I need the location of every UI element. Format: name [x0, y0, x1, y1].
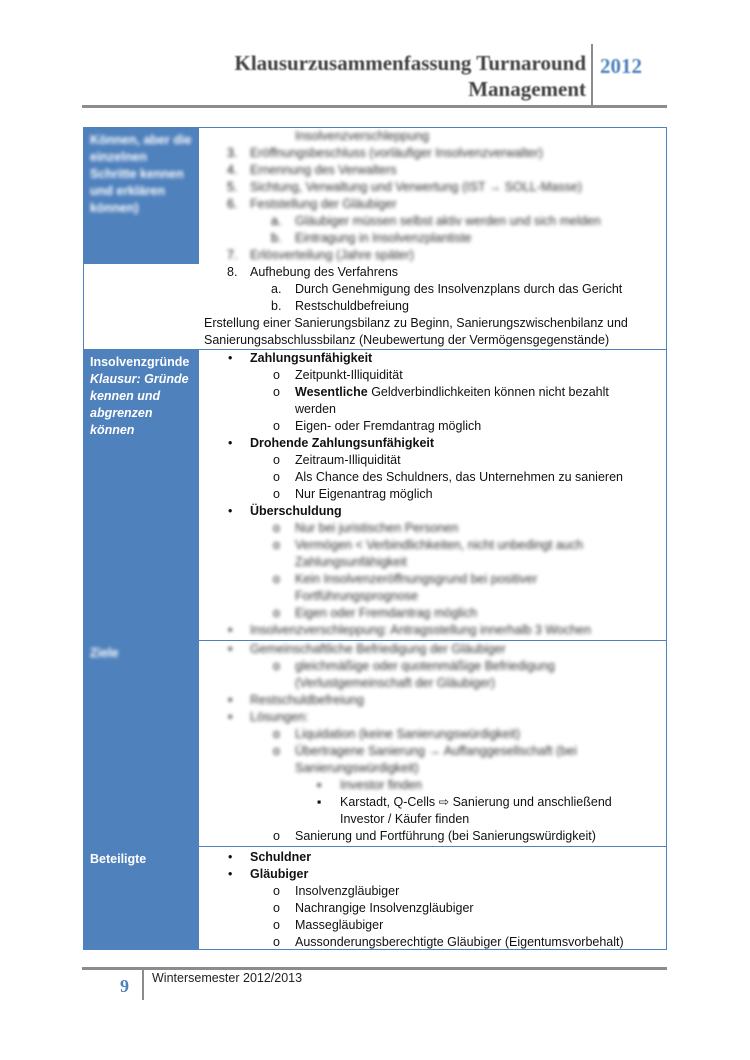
list-item: Feststellung der Gläubiger [250, 197, 397, 211]
page-number: 9 [120, 976, 129, 996]
paragraph-line: Sanierungsabschlussbilanz (Neubewertung der Vermögensgegenstände) [204, 333, 610, 347]
list-item: Aussonderungsberechtigte Gläubiger (Eigentumsvorbehalt) [295, 935, 624, 949]
list-item-continued: Zahlungsunfähigkeit [295, 555, 407, 569]
footer-divider [142, 967, 144, 1000]
row-content-ziele: • Gemeinschaftliche Befriedigung der Gläubiger o gleichmäßige oder quotenmäßige Befriedigung (Verlustgemeinschaft der Gläubiger) • Restschuldbefreiung • Lösungen: o Liquidation (keine Sanierungswürdigkeit) o Übertragene Sanierung → Auffanggesellschaft (bei Sanierungswürdigkeit) ▪ Investor finden ▪ Karstadt, Q-Cells ⇨ Sanierung und anschließend Investor / Käufer finden o Sanierung und Fortführung (bei Sanierungswürdigkeit) [228, 642, 612, 843]
list-item: Gläubiger müssen selbst aktiv werden und sich melden [295, 214, 601, 228]
list-item: Durch Genehmigung des Insolvenzplans durch das Gericht [295, 282, 623, 296]
list-item: Lösungen: [250, 710, 309, 724]
header-year: 2012 [600, 54, 642, 78]
list-item: Übertragene Sanierung → Auffanggesellschaft (bei [295, 744, 577, 758]
list-item: Kein Insolvenzeröffnungsgrund bei positiver [295, 572, 538, 586]
table-row [84, 847, 666, 949]
summary-table [83, 127, 667, 950]
header-rule [82, 105, 667, 108]
row-label-gruende: Insolvenzgründe Klausur: Gründe kennen und abgrenzen können [84, 350, 199, 640]
list-item: Gläubiger [250, 867, 309, 881]
list-item: Insolvenzverschleppung: Antragsstellung innerhalb 3 Wochen [250, 623, 591, 637]
list-item: Als Chance des Schuldners, das Unternehmen zu sanieren [295, 470, 623, 484]
list-item: Nachrangige Insolvenzgläubiger [295, 901, 474, 915]
row-label-ziele: Ziele [84, 641, 199, 846]
list-item: Restschuldbefreiung [295, 299, 409, 313]
row-content-gruende: • Zahlungsunfähigkeit o Zeitpunkt-Illiquidität o Wesentliche Geldverbindlichkeiten können nicht bezahlt werden o Eigen- oder Fremdantrag möglich • Drohende Zahlungsunfähigkeit o Zeitraum-Illiquidität o Als Chance des Schuldners, das Unternehmen zu sanieren o Nur Eigenantrag möglich • Überschuldung o Nur bei juristischen Personen o Vermögen < Verbindlichkeiten, nicht unbedingt auch Zahlungsunfähigkeit o Kein Insolvenzeröffnungsgrund bei positiver Fortführungsprognose o Eigen oder Fremdantrag möglich • Insolvenzverschleppung: Antragsstellung innerhalb 3 Wochen [228, 351, 623, 637]
paragraph-line: Erstellung einer Sanierungsbilanz zu Beginn, Sanierungszwischenbilanz und [204, 316, 628, 330]
list-item: Eigen- oder Fremdantrag möglich [295, 419, 482, 433]
table-row [84, 350, 666, 640]
list-item: Sanierung und Fortführung (bei Sanierungswürdigkeit) [295, 829, 596, 843]
list-item: Vermögen < Verbindlichkeiten, nicht unbedingt auch [295, 538, 584, 552]
list-item-continued: Investor / Käufer finden [340, 812, 470, 826]
row-content-ablauf: Insolvenzverschleppung 3. Eröffnungsbeschluss (vorläufiger Insolvenzverwalter) 4. Ernennung des Verwalters 5. Sichtung, Verwaltung und Verwertung (IST → SOLL-Masse) 6. Feststellung der Gläubiger a. Gläubiger müssen selbst aktiv werden und sich melden b. Eintragung in Insolvenzplantiste 7. Erlösverteilung (Jahre später) 8. Aufhebung des Verfahrens a. Durch Genehmigung des Insolvenzplans durch das Gericht b. Restschuldbefreiung Erstellung einer Sanierungsbilanz zu Beginn, Sanierungszwischenbilanz und Sanierungsabschlussbilanz (Neubewertung der Vermögensgegenstände) [204, 129, 628, 347]
list-item: Nur Eigenantrag möglich [295, 487, 433, 501]
list-item: Eigen oder Fremdantrag möglich [295, 606, 478, 620]
list-item: Zahlungsunfähigkeit [250, 351, 373, 365]
list-item: Restschuldbefreiung [250, 693, 364, 707]
list-item-continued: Sanierungswürdigkeit) [295, 761, 419, 775]
table-row [84, 128, 666, 349]
list-item: Nur bei juristischen Personen [295, 521, 459, 535]
list-item: Sichtung, Verwaltung und Verwertung (IST → SOLL-Masse) [250, 180, 582, 194]
list-item: gleichmäßige oder quotenmäßige Befriedigung [295, 659, 555, 673]
list-item: Erlösverteilung (Jahre später) [250, 248, 414, 262]
list-item: Massegläubiger [295, 918, 384, 932]
list-item: Ernennung des Verwalters [250, 163, 397, 177]
list-item: Gemeinschaftliche Befriedigung der Gläubiger [250, 642, 506, 656]
list-item: Zeitraum-Illiquidität [295, 453, 401, 467]
list-item: Eintragung in Insolvenzplantiste [295, 231, 472, 245]
list-item: Karstadt, Q-Cells ⇨ Sanierung und anschließend [340, 795, 612, 809]
list-item: Schuldner [250, 850, 312, 864]
list-item: Überschuldung [250, 504, 342, 518]
list-item: Zeitpunkt-Illiquidität [295, 368, 403, 382]
row-label-ablauf: Können, aber die einzelnen Schritte kennen und erklären können) [84, 128, 199, 264]
row-label-beteiligte: Beteiligte [84, 847, 199, 949]
document-title: Klausurzusammenfassung Turnaround Management [234, 51, 586, 101]
row-content-beteiligte: • Schuldner • Gläubiger o Insolvenzgläubiger o Nachrangige Insolvenzgläubiger o Massegläubiger o Aussonderungsberechtigte Gläubiger (Eigentumsvorbehalt) [228, 850, 624, 949]
list-item-continued: werden [295, 402, 336, 416]
footer-rule [82, 967, 667, 970]
header-divider [591, 44, 593, 106]
list-item: Investor finden [340, 778, 422, 792]
list-item: Drohende Zahlungsunfähigkeit [250, 436, 435, 450]
list-item: Insolvenzgläubiger [295, 884, 400, 898]
list-item: Eröffnungsbeschluss (vorläufiger Insolvenzverwalter) [250, 146, 543, 160]
table-row [84, 641, 666, 846]
list-item: Wesentliche Geldverbindlichkeiten können nicht bezahlt [295, 385, 609, 399]
list-item: Liquidation (keine Sanierungswürdigkeit) [295, 727, 521, 741]
list-item: Insolvenzverschleppung [295, 129, 430, 143]
footer-semester: Wintersemester 2012/2013 [152, 971, 303, 985]
list-item: Aufhebung des Verfahrens [250, 265, 399, 279]
list-item-continued: Fortführungsprognose [295, 589, 418, 603]
list-item-continued: (Verlustgemeinschaft der Gläubiger) [295, 676, 496, 690]
